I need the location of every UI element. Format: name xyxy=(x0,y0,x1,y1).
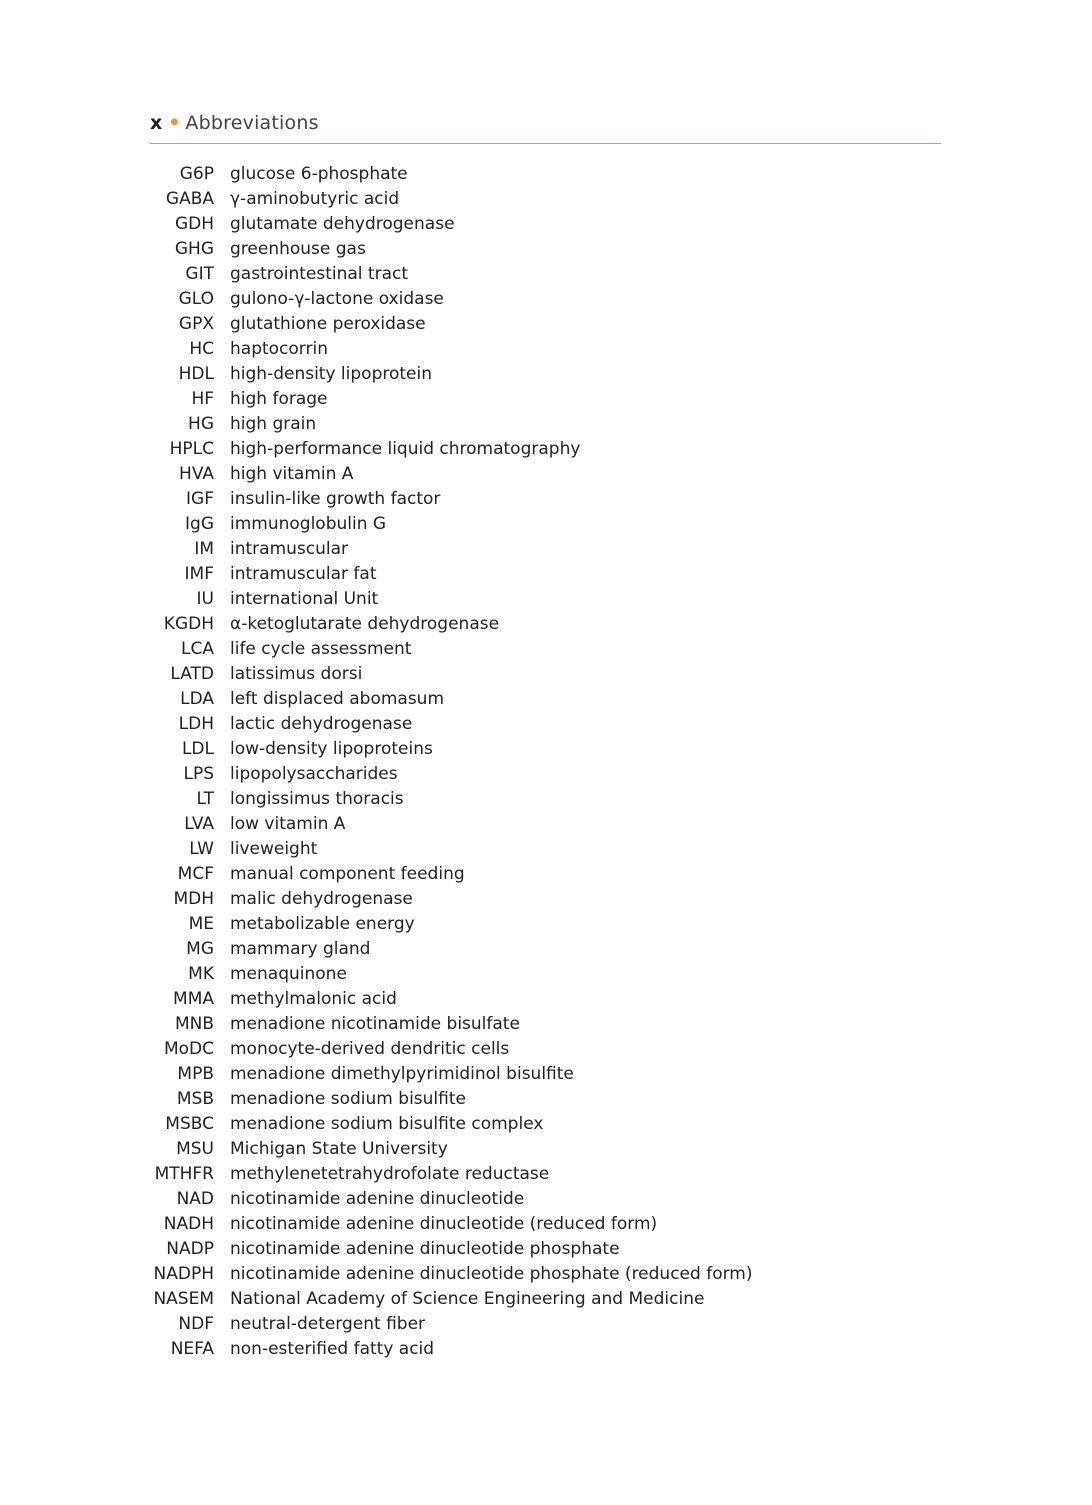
abbreviation-definition: low-density lipoproteins xyxy=(230,739,433,759)
abbreviation-definition: liveweight xyxy=(230,839,318,859)
abbreviation-term: KGDH xyxy=(163,614,214,634)
abbreviation-entry xyxy=(150,587,910,612)
abbreviation-term: HF xyxy=(191,389,214,409)
abbreviation-entry xyxy=(150,437,910,462)
abbreviation-definition: intramuscular fat xyxy=(230,564,377,584)
abbreviation-term: IMF xyxy=(184,564,214,584)
abbreviation-definition: manual component feeding xyxy=(230,864,465,884)
abbreviation-term: GLO xyxy=(178,289,214,309)
abbreviation-entry xyxy=(150,1112,910,1137)
abbreviation-term: HVA xyxy=(179,464,214,484)
abbreviation-definition: high grain xyxy=(230,414,317,434)
abbreviation-entry xyxy=(150,1312,910,1337)
abbreviation-definition: haptocorrin xyxy=(230,339,328,359)
abbreviation-term: MSBC xyxy=(165,1114,214,1134)
abbreviation-definition: lactic dehydrogenase xyxy=(230,714,413,734)
abbreviation-entry xyxy=(150,1262,910,1287)
abbreviation-entry xyxy=(150,1062,910,1087)
abbreviation-entry xyxy=(150,1237,910,1262)
abbreviation-term: NEFA xyxy=(170,1339,214,1359)
abbreviation-term: MMA xyxy=(173,989,214,1009)
abbreviation-term: IU xyxy=(196,589,214,609)
abbreviation-definition: gastrointestinal tract xyxy=(230,264,409,284)
abbreviation-definition: low vitamin A xyxy=(230,814,346,834)
abbreviation-entry xyxy=(150,637,910,662)
abbreviation-definition: non-esterified fatty acid xyxy=(230,1339,435,1359)
abbreviation-definition: gulono-γ-lactone oxidase xyxy=(230,289,444,309)
abbreviation-definition: insulin-like growth factor xyxy=(230,489,441,509)
abbreviation-definition: monocyte-derived dendritic cells xyxy=(230,1039,510,1059)
abbreviation-entry xyxy=(150,712,910,737)
abbreviation-term: GABA xyxy=(165,189,214,209)
abbreviation-term: MTHFR xyxy=(154,1164,214,1184)
abbreviation-entry xyxy=(150,1337,910,1362)
abbreviation-definition: γ-aminobutyric acid xyxy=(230,189,400,209)
abbreviation-entry xyxy=(150,787,910,812)
abbreviation-term: LDH xyxy=(178,714,214,734)
abbreviation-term: GDH xyxy=(174,214,214,234)
abbreviation-term: HG xyxy=(188,414,214,434)
abbreviation-definition: glucose 6-phosphate xyxy=(230,164,408,184)
abbreviation-definition: high forage xyxy=(230,389,328,409)
abbreviation-definition: menadione sodium bisulfite xyxy=(230,1089,466,1109)
abbreviation-entry xyxy=(150,887,910,912)
abbreviation-term: MPB xyxy=(177,1064,214,1084)
abbreviation-entry xyxy=(150,612,910,637)
abbreviation-definition: methylmalonic acid xyxy=(230,989,397,1009)
abbreviation-term: LDL xyxy=(181,739,214,759)
abbreviation-entry xyxy=(150,237,910,262)
abbreviation-entry xyxy=(150,562,910,587)
abbreviation-term: LVA xyxy=(184,814,214,834)
abbreviation-entry xyxy=(150,1012,910,1037)
abbreviation-entry xyxy=(150,187,910,212)
abbreviation-entry xyxy=(150,387,910,412)
abbreviation-term: LW xyxy=(189,839,214,859)
abbreviation-definition: menadione nicotinamide bisulfate xyxy=(230,1014,520,1034)
running-head xyxy=(150,110,941,144)
abbreviation-entry xyxy=(150,912,910,937)
abbreviation-term: HPLC xyxy=(169,439,214,459)
abbreviation-definition: greenhouse gas xyxy=(230,239,366,259)
abbreviation-term: HDL xyxy=(178,364,214,384)
section-title: Abbreviations xyxy=(185,112,319,134)
abbreviation-entry xyxy=(150,1087,910,1112)
abbreviation-entry xyxy=(150,462,910,487)
abbreviation-entry xyxy=(150,1212,910,1237)
abbreviation-term: MK xyxy=(188,964,214,984)
abbreviation-term: LCA xyxy=(181,639,214,659)
abbreviation-term: GHG xyxy=(174,239,214,259)
abbreviation-entry xyxy=(150,537,910,562)
abbreviation-entry xyxy=(150,1187,910,1212)
abbreviation-entry xyxy=(150,287,910,312)
abbreviation-definition: international Unit xyxy=(230,589,379,609)
abbreviation-term: NDF xyxy=(178,1314,214,1334)
abbreviation-term: HC xyxy=(189,339,214,359)
abbreviation-definition: nicotinamide adenine dinucleotide xyxy=(230,1189,525,1209)
abbreviation-term: LPS xyxy=(183,764,214,784)
abbreviation-definition: glutathione peroxidase xyxy=(230,314,426,334)
abbreviation-term: MNB xyxy=(174,1014,214,1034)
abbreviation-term: ME xyxy=(188,914,214,934)
abbreviation-entry xyxy=(150,837,910,862)
abbreviation-definition: methylenetetrahydrofolate reductase xyxy=(230,1164,550,1184)
abbreviation-term: IgG xyxy=(185,514,214,534)
abbreviation-term: NASEM xyxy=(153,1289,214,1309)
abbreviation-entry xyxy=(150,337,910,362)
abbreviation-term: MSB xyxy=(176,1089,214,1109)
abbreviation-entry xyxy=(150,412,910,437)
abbreviation-term: MoDC xyxy=(163,1039,214,1059)
abbreviation-definition: nicotinamide adenine dinucleotide (reduced form) xyxy=(230,1214,658,1234)
abbreviation-definition: longissimus thoracis xyxy=(230,789,404,809)
abbreviation-entry xyxy=(150,362,910,387)
abbreviation-term: NADPH xyxy=(153,1264,214,1284)
abbreviation-term: GIT xyxy=(185,264,214,284)
abbreviation-definition: National Academy of Science Engineering and Medicine xyxy=(230,1289,705,1309)
abbreviation-definition: malic dehydrogenase xyxy=(230,889,413,909)
abbreviation-definition: mammary gland xyxy=(230,939,371,959)
abbreviation-entry xyxy=(150,162,910,187)
abbreviation-definition: metabolizable energy xyxy=(230,914,415,934)
abbreviation-definition: left displaced abomasum xyxy=(230,689,445,709)
abbreviation-term: MG xyxy=(186,939,214,959)
abbreviation-entry xyxy=(150,487,910,512)
abbreviation-entry xyxy=(150,762,910,787)
abbreviation-definition: latissimus dorsi xyxy=(230,664,363,684)
abbreviation-term: MDH xyxy=(173,889,214,909)
abbreviation-entry xyxy=(150,737,910,762)
abbreviation-definition: nicotinamide adenine dinucleotide phosphate xyxy=(230,1239,620,1259)
abbreviation-term: NAD xyxy=(176,1189,214,1209)
abbreviation-definition: intramuscular xyxy=(230,539,349,559)
abbreviation-entry xyxy=(150,962,910,987)
abbreviation-definition: menadione sodium bisulfite complex xyxy=(230,1114,544,1134)
abbreviation-entry xyxy=(150,312,910,337)
abbreviation-entry xyxy=(150,662,910,687)
abbreviation-entry xyxy=(150,687,910,712)
abbreviation-term: GPX xyxy=(178,314,214,334)
abbreviation-term: G6P xyxy=(179,164,214,184)
abbreviation-entry xyxy=(150,262,910,287)
abbreviation-entry xyxy=(150,1162,910,1187)
abbreviation-definition: α-ketoglutarate dehydrogenase xyxy=(230,614,500,634)
abbreviation-entry xyxy=(150,1037,910,1062)
abbreviation-entry xyxy=(150,862,910,887)
abbreviation-definition: glutamate dehydrogenase xyxy=(230,214,455,234)
page-number: x xyxy=(150,112,163,134)
abbreviation-definition: menadione dimethylpyrimidinol bisulfite xyxy=(230,1064,574,1084)
abbreviation-term: NADP xyxy=(166,1239,214,1259)
abbreviation-entry xyxy=(150,812,910,837)
abbreviation-definition: immunoglobulin G xyxy=(230,514,387,534)
abbreviation-term: MCF xyxy=(177,864,214,884)
abbreviation-term: NADH xyxy=(163,1214,214,1234)
header-bullet: • xyxy=(168,112,181,134)
abbreviation-definition: neutral-detergent fiber xyxy=(230,1314,426,1334)
abbreviation-entry xyxy=(150,212,910,237)
abbreviation-definition: high-performance liquid chromatography xyxy=(230,439,581,459)
abbreviation-entry xyxy=(150,512,910,537)
abbreviation-definition: high vitamin A xyxy=(230,464,354,484)
abbreviation-term: IGF xyxy=(186,489,214,509)
abbreviation-definition: nicotinamide adenine dinucleotide phosphate (reduced form) xyxy=(230,1264,753,1284)
abbreviation-definition: high-density lipoprotein xyxy=(230,364,432,384)
abbreviation-term: LT xyxy=(196,789,214,809)
abbreviation-list xyxy=(150,162,910,1362)
abbreviation-term: LATD xyxy=(170,664,214,684)
abbreviation-term: IM xyxy=(194,539,214,559)
abbreviation-entry xyxy=(150,987,910,1012)
abbreviation-definition: lipopolysaccharides xyxy=(230,764,398,784)
abbreviation-definition: menaquinone xyxy=(230,964,347,984)
abbreviation-definition: life cycle assessment xyxy=(230,639,412,659)
abbreviation-term: MSU xyxy=(176,1139,214,1159)
abbreviation-definition: Michigan State University xyxy=(230,1139,448,1159)
abbreviation-entry xyxy=(150,937,910,962)
abbreviation-entry xyxy=(150,1287,910,1312)
abbreviation-term: LDA xyxy=(180,689,214,709)
abbreviation-entry xyxy=(150,1137,910,1162)
